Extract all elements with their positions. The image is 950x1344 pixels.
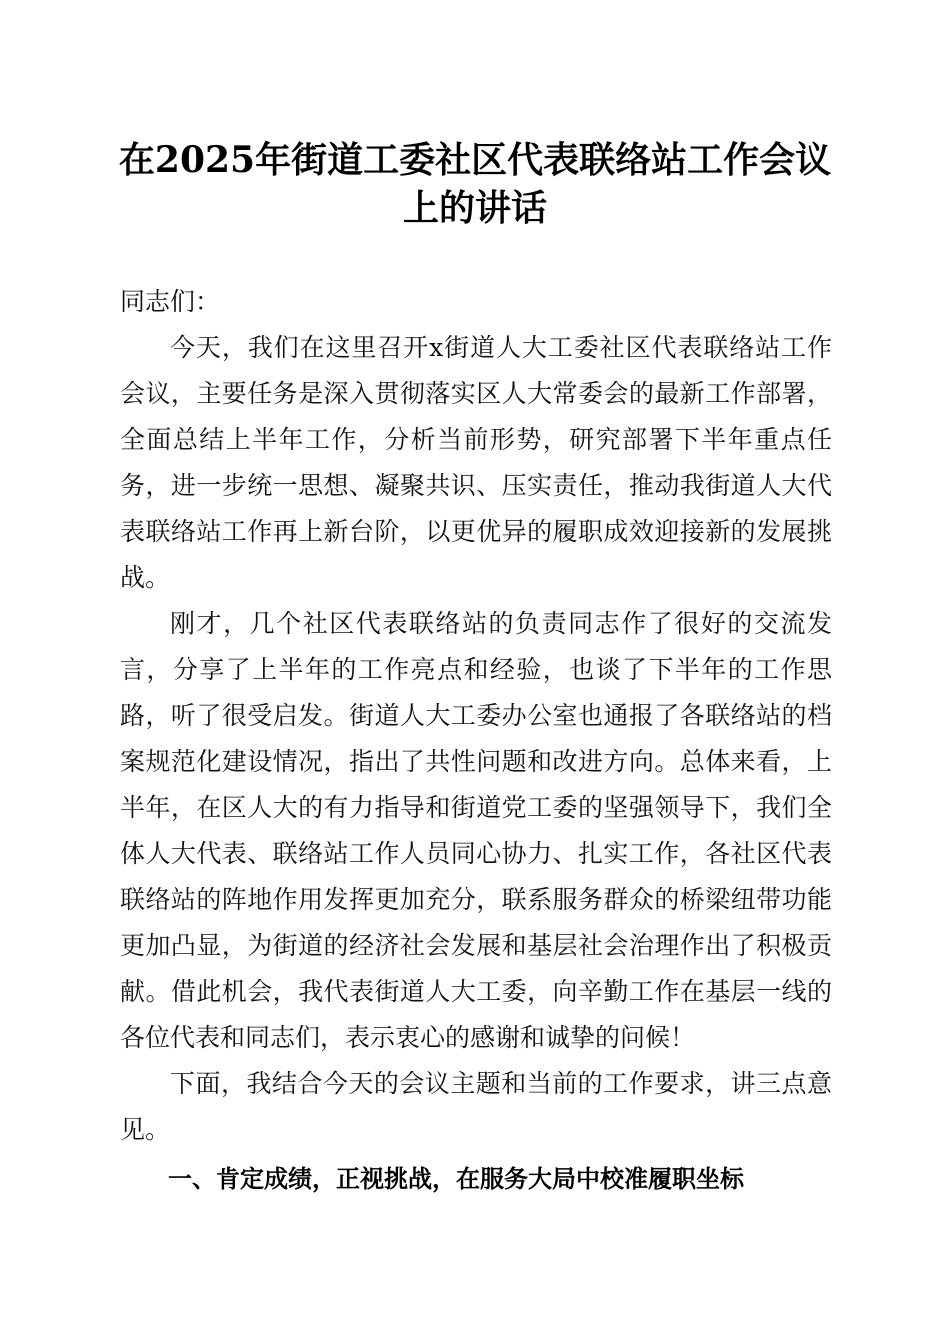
- document-body: [120, 279, 832, 1201]
- title-line-2: 上的讲话: [402, 187, 547, 229]
- document-title: [110, 136, 840, 232]
- section-heading: 一、肯定成绩，正视挑战，在服务大局中校准履职坐标: [168, 1165, 744, 1193]
- salutation: 同志们：: [120, 287, 221, 316]
- title-line-1: 在2025年街道工委社区代表联络站工作会议: [118, 139, 832, 181]
- paragraph-transition: 下面，我结合今天的会议主题和当前的工作要求，讲三点意见。: [120, 1069, 832, 1144]
- paragraph-summary: 刚才，几个社区代表联络站的负责同志作了很好的交流发言，分享了上半年的工作亮点和经验，也谈了下半年的工作思路，听了很受启发。街道人大工委办公室也通报了各联络站的档案规范化建设情况，指出了共性问题和改进方向。总体来看，上半年，在区人大的有力指导和街道党工委的坚强领导下，我们全体人大代表、联络站工作人员同心协力、扎实工作，各社区代表联络站的阵地作用发挥更加充分，联系服务群众的桥梁纽带功能更加凸显，为街道的经济社会发展和基层社会治理作出了积极贡献。借此机会，我代表街道人大工委，向辛勤工作在基层一线的各位代表和同志们，表示衷心的感谢和诚挚的问候！: [120, 609, 832, 1052]
- paragraph-opening: 今天，我们在这里召开x街道人大工委社区代表联络站工作会议，主要任务是深入贯彻落实区人大常委会的最新工作部署，全面总结上半年工作，分析当前形势，研究部署下半年重点任务，进一步统一思想、凝聚共识、压实责任，推动我街道人大代表联络站工作再上新台阶，以更优异的履职成效迎接新的发展挑战。: [120, 333, 832, 592]
